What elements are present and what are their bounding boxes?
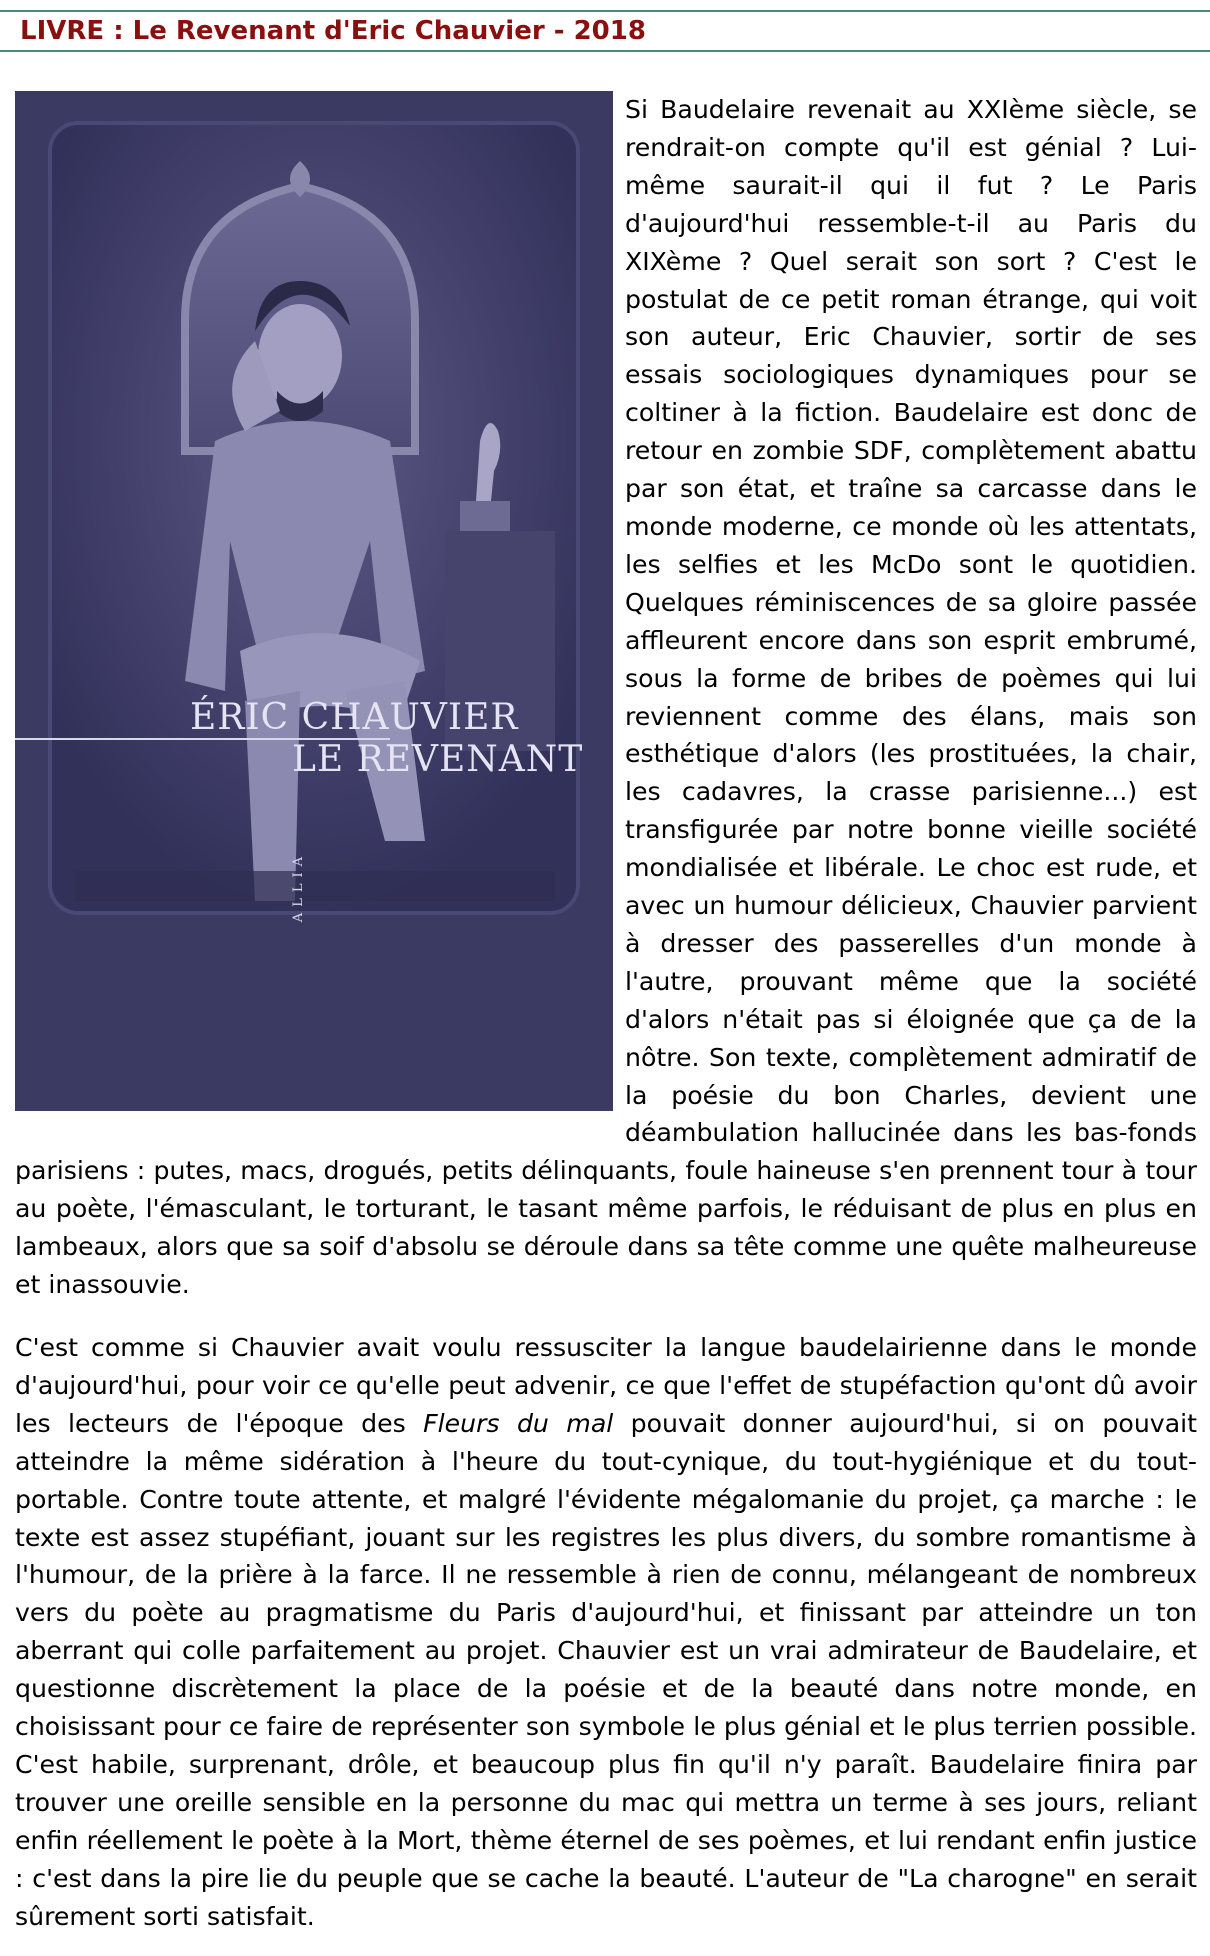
book-cover-illustration (15, 91, 613, 1111)
book-cover-image (15, 91, 613, 1111)
article-paragraph-1: Si Baudelaire revenait au XXIème siècle, se rendrait-on compte qu'il est génial ? Lui-même saurait-il qui il fut ? Le Paris d'aujourd'hui ressemble-t-il au Paris du XIXème ? Quel serait son sort ? C'est le postulat de ce petit roman étrange, qui voit son auteur, Eric Chauvier, sortir de ses essais sociologiques dynamiques pour se coltiner à la fiction. Baudelaire est donc de retour en zombie SDF, complètement abattu par son état, et traîne sa carcasse dans le monde moderne, ce monde où les attentats, les selfies et les McDo sont le quotidien. Quelques réminiscences de sa gloire passée affleurent encore dans son esprit embrumé, sous la forme de bribes de poèmes qui lui reviennent comme des élans, mais son esthétique d'alors (les prostituées, la chair, les cadavres, la crasse parisienne...) est transfigurée par notre bonne vieille société mondialisée et libérale. Le choc est rude, et avec un humour délicieux, Chauvier parvient à dresser des passerelles d'un monde à l'autre, prouvant même que la société d'alors n'était pas si éloignée que ça de la nôtre. Son texte, complètement admiratif de la poésie du bon Charles, devient une déambulation hallucinée dans les bas-fonds parisiens : putes, macs, drogués, petits délinquants, foule haineuse s'en prennent tour à tour au poète, l'émasculant, le torturant, le tasant même parfois, le réduisant de plus en plus en lambeaux, alors que sa soif d'absolu se déroule dans sa tête comme une quête malheureuse et inassouvie. (15, 95, 1197, 1300)
book-reference-italic: Fleurs du mal (423, 1408, 614, 1438)
article-body (15, 91, 1197, 1936)
article-header (0, 10, 1210, 52)
cover-publisher: ALLIA (291, 851, 306, 923)
paragraph-2-text-end: pouvait donner aujourd'hui, si on pouvait atteindre la même sidération à l'heure du tout-cynique, du tout-hygiénique et du tout-portable. Contre toute attente, et malgré l'évidente mégalomanie du projet, ça marche : le texte est assez stupéfiant, jouant sur les registres les plus divers, du sombre romantisme à l'humour, de la prière à la farce. Il ne ressemble à rien de connu, mélangeant de nombreux vers du poète au pragmatisme du Paris d'aujourd'hui, et finissant par atteindre un ton aberrant qui colle parfaitement au projet. Chauvier est un vrai admirateur de Baudelaire, et questionne discrètement la place de la poésie et de la beauté dans notre monde, en choisissant pour ce faire de représenter son symbole le plus génial et le plus terrien possible. C'est habile, surprenant, drôle, et beaucoup plus fin qu'il n'y paraît. Baudelaire finira par trouver une oreille sensible en la personne du mac qui mettra un terme à ses jours, reliant enfin réellement le poète à la Mort, thème éternel de ses poèmes, et lui rendant enfin justice : c'est dans la pire lie du peuple que se cache la beauté. L'auteur de "La charogne" en serait sûrement sorti satisfait. (15, 1408, 1197, 1931)
cover-title: LE REVENANT (292, 739, 584, 780)
paragraph-2-text-start: C'est comme si Chauvier avait voulu ressusciter la langue baudelairienne dans le monde d'aujourd'hui, pour voir ce qu'elle peut advenir, ce que l'effet de stupéfaction qu'ont dû avoir les lecteurs de l'époque des (15, 1333, 1197, 1438)
cover-author: ÉRIC CHAUVIER (190, 697, 519, 738)
article-paragraph-2 (15, 1329, 1197, 1936)
article-title: LIVRE : Le Revenant d'Eric Chauvier - 2018 (20, 16, 646, 46)
